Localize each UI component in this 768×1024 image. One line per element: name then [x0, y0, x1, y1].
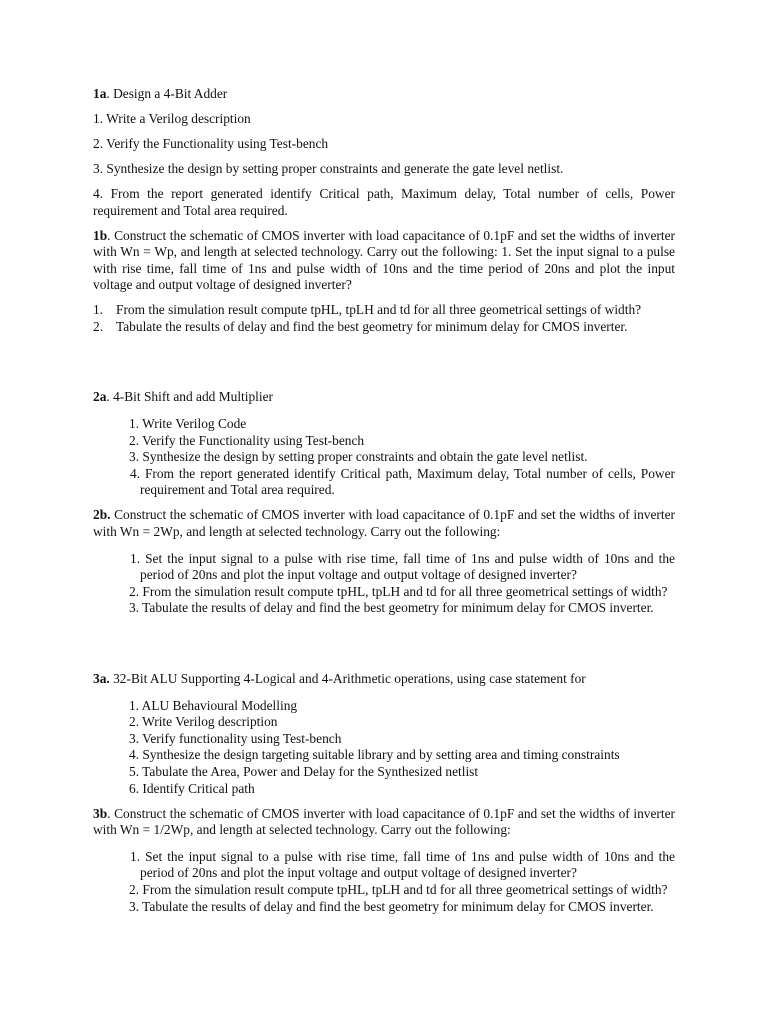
question-2a-number: 2a [93, 389, 107, 405]
question-1b-body: . Construct the schematic of CMOS inverter with load capacitance of 0.1pF and set the widths of inverter with Wn = Wp, and length at selected technology. Carry out the following: 1. Set the input signal to a pulse with rise time, fall time of 1ns and pulse width of 10ns and the time period of 20ns and plot the input voltage and output voltage of designed inverter? [93, 227, 675, 293]
question-1a-step-3: 3. Synthesize the design by setting proper constraints and generate the gate level netlist. [93, 160, 564, 176]
question-2b [93, 507, 675, 617]
list-item: 4. From the report generated identify Critical path, Maximum delay, Total number of cells, Power requirement and Total area required. [130, 465, 675, 498]
question-3b-number: 3b [93, 805, 108, 821]
list-item: 3. Synthesize the design by setting proper constraints and obtain the gate level netlist. [129, 449, 588, 465]
question-3b [93, 806, 675, 916]
list-item: 5. Tabulate the Area, Power and Delay for the Synthesized netlist [129, 763, 479, 779]
question-3b-list [93, 849, 675, 915]
question-2a [93, 389, 675, 499]
question-3a-number: 3a. [93, 670, 110, 686]
list-item: 2. Tabulate the results of delay and find the best geometry for minimum delay for CMOS inverter. [93, 318, 628, 334]
list-item: 1. From the simulation result compute tpHL, tpLH and td for all three geometrical settings of width? [93, 302, 642, 318]
question-2b-text [93, 507, 675, 540]
question-2b-list [93, 551, 675, 617]
document-body [93, 86, 675, 915]
list-item: 1. ALU Behavioural Modelling [129, 697, 298, 713]
question-1a-step-1: 1. Write a Verilog description [93, 110, 251, 126]
question-1b-list [93, 302, 675, 335]
list-item: 1. Write Verilog Code [129, 416, 247, 432]
list-item: 6. Identify Critical path [129, 780, 255, 796]
question-1b-number: 1b [93, 227, 108, 243]
question-3b-body: . Construct the schematic of CMOS inverter with load capacitance of 0.1pF and set the widths of inverter with Wn = 1/2Wp, and length at selected technology. Carry out the following: [93, 805, 675, 838]
question-3a [93, 671, 675, 797]
question-3b-text [93, 806, 675, 839]
question-1a-title: . Design a 4-Bit Adder [106, 86, 228, 101]
question-3a-title: 32-Bit ALU Supporting 4-Logical and 4-Arithmetic operations, using case statement for [109, 670, 586, 686]
list-item: 4. Synthesize the design targeting suitable library and by setting area and timing constraints [129, 747, 620, 763]
question-1a-heading [93, 86, 675, 103]
list-item: 2. From the simulation result compute tpHL, tpLH and td for all three geometrical settings of width? [129, 583, 668, 599]
list-item: 1. Set the input signal to a pulse with rise time, fall time of 1ns and pulse width of 10ns and the period of 20ns and plot the input voltage and output voltage of designed inverter? [130, 550, 675, 583]
question-2a-heading [93, 389, 675, 406]
list-item: 3. Tabulate the results of delay and find the best geometry for minimum delay for CMOS inverter. [129, 600, 654, 616]
list-item: 1. Set the input signal to a pulse with rise time, fall time of 1ns and pulse width of 10ns and the period of 20ns and plot the input voltage and output voltage of designed inverter? [130, 848, 675, 881]
list-item: 3. Verify functionality using Test-bench [129, 730, 342, 746]
list-item: 2. From the simulation result compute tpHL, tpLH and td for all three geometrical settings of width? [129, 881, 668, 897]
list-item: 2. Verify the Functionality using Test-bench [129, 432, 365, 448]
question-2a-list [93, 416, 675, 499]
question-1b [93, 228, 675, 336]
list-item: 2. Write Verilog description [129, 714, 278, 730]
question-2b-number: 2b. [93, 507, 111, 523]
question-1b-text [93, 228, 675, 294]
question-3a-list [93, 698, 675, 798]
list-item: 3. Tabulate the results of delay and find the best geometry for minimum delay for CMOS inverter. [129, 898, 654, 914]
question-1a-step-2: 2. Verify the Functionality using Test-bench [93, 135, 329, 151]
question-1a-step-4: 4. From the report generated identify Critical path, Maximum delay, Total number of cells, Power requirement and Total area required. [93, 185, 675, 218]
question-3a-heading [93, 671, 675, 688]
question-2b-body: Construct the schematic of CMOS inverter with load capacitance of 0.1pF and set the widths of inverter with Wn = 2Wp, and length at selected technology. Carry out the following: [93, 507, 675, 540]
question-1a-number: 1a [93, 86, 107, 101]
question-1a [93, 86, 675, 219]
question-2a-title: . 4-Bit Shift and add Multiplier [106, 389, 274, 405]
